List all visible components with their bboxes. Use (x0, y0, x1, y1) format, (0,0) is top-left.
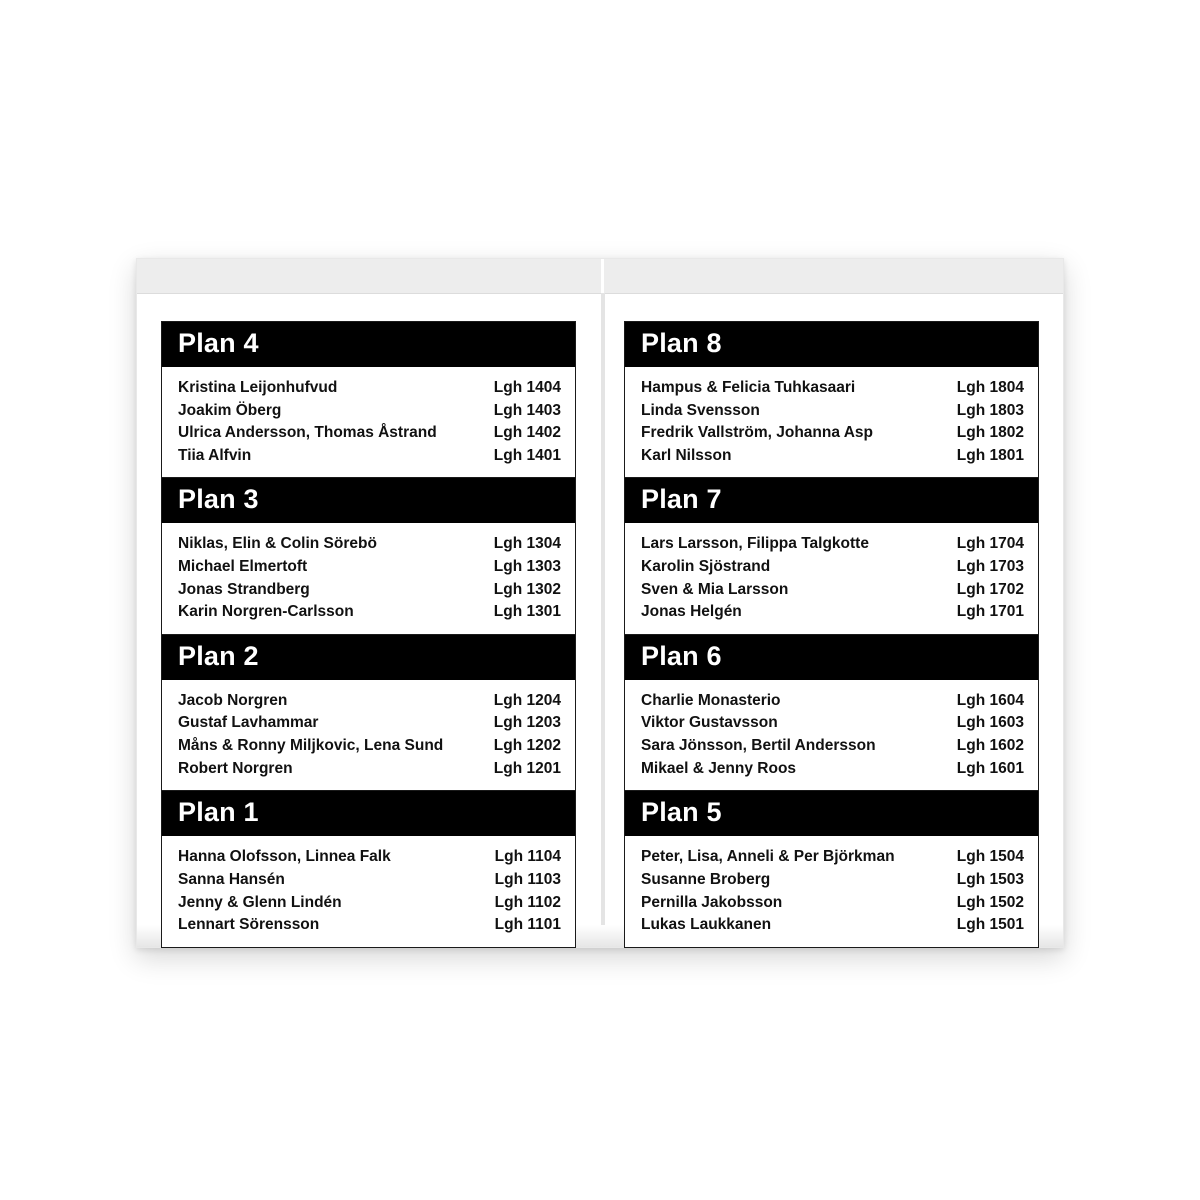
resident-row (641, 422, 1024, 445)
resident-apartment: Lgh 1301 (493, 603, 561, 621)
floor-block (161, 478, 576, 634)
resident-name: Susanne Broberg (641, 870, 771, 888)
resident-name: Sara Jönsson, Bertil Andersson (641, 737, 876, 755)
resident-name: Robert Norgren (178, 759, 293, 777)
resident-apartment: Lgh 1501 (956, 916, 1024, 934)
resident-apartment: Lgh 1503 (956, 870, 1024, 888)
resident-name: Sanna Hansén (178, 870, 285, 888)
floor-header: Plan 6 (625, 635, 1038, 680)
resident-apartment: Lgh 1201 (493, 759, 561, 777)
resident-name: Fredrik Vallström, Johanna Asp (641, 424, 873, 442)
floor-block (624, 791, 1039, 947)
resident-name: Hanna Olofsson, Linnea Falk (178, 848, 391, 866)
board-top-rail (137, 259, 1063, 294)
resident-name: Karl Nilsson (641, 446, 732, 464)
resident-row (641, 601, 1024, 624)
resident-row (641, 690, 1024, 713)
resident-row (641, 892, 1024, 915)
resident-name: Peter, Lisa, Anneli & Per Björkman (641, 848, 895, 866)
resident-apartment: Lgh 1601 (956, 759, 1024, 777)
left-pane (137, 293, 600, 947)
resident-apartment: Lgh 1203 (493, 714, 561, 732)
resident-apartment: Lgh 1401 (493, 446, 561, 464)
resident-apartment: Lgh 1701 (956, 603, 1024, 621)
resident-row (178, 422, 561, 445)
resident-row (178, 377, 561, 400)
resident-list (625, 680, 1038, 790)
resident-row (178, 712, 561, 735)
resident-list (162, 680, 575, 790)
floor-block (624, 478, 1039, 634)
resident-apartment: Lgh 1202 (493, 737, 561, 755)
resident-row (641, 533, 1024, 556)
resident-apartment: Lgh 1703 (956, 558, 1024, 576)
resident-list (625, 367, 1038, 477)
resident-list (162, 523, 575, 633)
resident-row (178, 400, 561, 423)
resident-apartment: Lgh 1504 (956, 848, 1024, 866)
resident-row (178, 914, 561, 937)
resident-apartment: Lgh 1104 (494, 848, 561, 866)
resident-list (162, 836, 575, 946)
resident-apartment: Lgh 1302 (493, 580, 561, 598)
resident-name: Karolin Sjöstrand (641, 558, 771, 576)
resident-row (178, 445, 561, 468)
resident-name: Joakim Öberg (178, 401, 282, 419)
resident-apartment: Lgh 1303 (493, 558, 561, 576)
resident-name: Michael Elmertoft (178, 558, 308, 576)
resident-name: Lennart Sörensson (178, 916, 320, 934)
floor-header: Plan 2 (162, 635, 575, 680)
resident-apartment: Lgh 1502 (956, 893, 1024, 911)
resident-apartment: Lgh 1304 (493, 535, 561, 553)
board-panes (137, 293, 1063, 947)
directory-board (136, 258, 1064, 948)
floor-block (161, 791, 576, 947)
resident-row (178, 533, 561, 556)
resident-name: Kristina Leijonhufvud (178, 379, 338, 396)
resident-row (178, 846, 561, 869)
resident-name: Lukas Laukkanen (641, 916, 772, 934)
resident-apartment: Lgh 1603 (956, 714, 1024, 732)
resident-name: Pernilla Jakobsson (641, 893, 783, 911)
resident-row (641, 579, 1024, 602)
resident-name: Karin Norgren-Carlsson (178, 603, 354, 621)
resident-name: Viktor Gustavsson (641, 714, 778, 732)
resident-row (641, 735, 1024, 758)
resident-row (178, 869, 561, 892)
floor-header: Plan 1 (162, 791, 575, 836)
resident-row (641, 445, 1024, 468)
resident-row (641, 556, 1024, 579)
resident-row (178, 735, 561, 758)
resident-row (178, 892, 561, 915)
resident-apartment: Lgh 1702 (956, 580, 1024, 598)
resident-name: Jonas Helgén (641, 603, 742, 621)
floor-header: Plan 5 (625, 791, 1038, 836)
resident-name: Charlie Monasterio (641, 691, 781, 709)
resident-name: Jacob Norgren (178, 691, 288, 709)
resident-row (178, 758, 561, 781)
resident-apartment: Lgh 1404 (493, 379, 561, 396)
resident-row (641, 914, 1024, 937)
resident-row (641, 846, 1024, 869)
floor-block (624, 321, 1039, 478)
resident-apartment: Lgh 1802 (956, 424, 1024, 442)
resident-row (641, 377, 1024, 400)
resident-name: Tiia Alfvin (178, 446, 252, 464)
resident-name: Lars Larsson, Filippa Talgkotte (641, 535, 869, 553)
resident-apartment: Lgh 1101 (494, 916, 561, 934)
resident-row (641, 869, 1024, 892)
resident-name: Hampus & Felicia Tuhkasaari (641, 379, 856, 396)
resident-list (625, 523, 1038, 633)
floor-block (161, 321, 576, 478)
resident-apartment: Lgh 1602 (956, 737, 1024, 755)
resident-apartment: Lgh 1804 (956, 379, 1024, 396)
resident-apartment: Lgh 1402 (493, 424, 561, 442)
right-pane (600, 293, 1063, 947)
resident-name: Ulrica Andersson, Thomas Åstrand (178, 424, 437, 442)
resident-row (178, 579, 561, 602)
resident-row (641, 758, 1024, 781)
resident-list (625, 836, 1038, 946)
resident-row (641, 712, 1024, 735)
resident-apartment: Lgh 1204 (493, 691, 561, 709)
resident-apartment: Lgh 1803 (956, 401, 1024, 419)
floor-header: Plan 8 (625, 322, 1038, 367)
resident-name: Niklas, Elin & Colin Sörebö (178, 535, 377, 553)
resident-apartment: Lgh 1403 (493, 401, 561, 419)
floor-block (161, 635, 576, 791)
resident-name: Linda Svensson (641, 401, 760, 419)
floor-header: Plan 4 (162, 322, 575, 367)
resident-name: Mikael & Jenny Roos (641, 759, 797, 777)
resident-row (178, 556, 561, 579)
resident-name: Gustaf Lavhammar (178, 714, 319, 732)
resident-apartment: Lgh 1801 (956, 446, 1024, 464)
floor-header: Plan 7 (625, 478, 1038, 523)
resident-name: Sven & Mia Larsson (641, 580, 789, 598)
resident-name: Jenny & Glenn Lindén (178, 893, 342, 911)
resident-apartment: Lgh 1103 (494, 870, 561, 888)
resident-row (641, 400, 1024, 423)
resident-row (178, 690, 561, 713)
board-rail-split (601, 259, 604, 293)
resident-list (162, 367, 575, 477)
resident-apartment: Lgh 1704 (956, 535, 1024, 553)
floor-block (624, 635, 1039, 791)
resident-name: Måns & Ronny Miljkovic, Lena Sund (178, 737, 444, 755)
resident-apartment: Lgh 1102 (494, 893, 561, 911)
resident-name: Jonas Strandberg (178, 580, 310, 598)
resident-apartment: Lgh 1604 (956, 691, 1024, 709)
floor-header: Plan 3 (162, 478, 575, 523)
resident-row (178, 601, 561, 624)
